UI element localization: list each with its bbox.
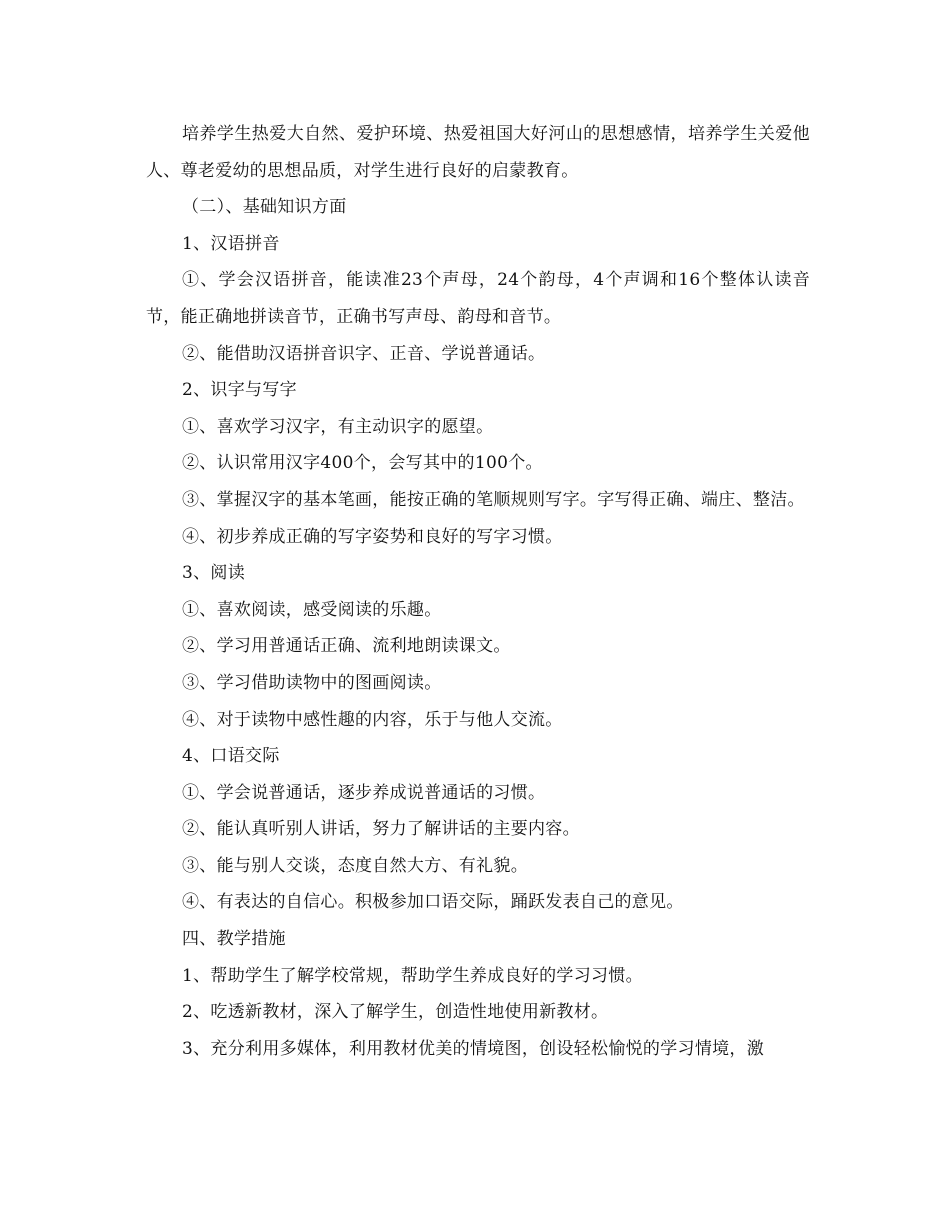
section-heading-teaching-measures: 四、教学措施	[182, 929, 286, 950]
list-item-pinyin-1: ①、学会汉语拼音，能读准23个声母，24个韵母，4个声调和16个整体认读音节，能正确地拼读音节，正确书写声母、韵母和音节。	[146, 270, 810, 327]
paragraph-moral-goals: 培养学生热爱大自然、爱护环境、热爱祖国大好河山的思想感情，培养学生关爱他人、尊老爱幼的思想品质，对学生进行良好的启蒙教育。	[146, 124, 810, 181]
subheading-pinyin: 1、汉语拼音	[182, 233, 280, 254]
list-item-measure-3: 3、充分利用多媒体，利用教材优美的情境图，创设轻松愉悦的学习情境，激	[182, 1038, 765, 1059]
list-item-literacy-2: ②、认识常用汉字400个，会写其中的100个。	[182, 453, 543, 474]
list-item-reading-2: ②、学习用普通话正确、流利地朗读课文。	[182, 636, 511, 657]
list-item-oral-3: ③、能与别人交谈，态度自然大方、有礼貌。	[182, 855, 528, 876]
list-item-oral-1: ①、学会说普通话，逐步养成说普通话的习惯。	[182, 782, 546, 803]
list-item-measure-2: 2、吃透新教材，深入了解学生，创造性地使用新教材。	[182, 1002, 609, 1023]
list-item-literacy-1: ①、喜欢学习汉字，有主动识字的愿望。	[182, 416, 494, 437]
list-item-reading-4: ④、对于读物中感性趣的内容，乐于与他人交流。	[182, 709, 563, 730]
list-item-oral-2: ②、能认真听别人讲话，努力了解讲话的主要内容。	[182, 819, 580, 840]
list-item-oral-4: ④、有表达的自信心。积极参加口语交际，踊跃发表自己的意见。	[182, 892, 684, 913]
list-item-pinyin-2: ②、能借助汉语拼音识字、正音、学说普通话。	[182, 343, 546, 364]
subheading-literacy-writing: 2、识字与写字	[182, 380, 297, 401]
subheading-reading: 3、阅读	[182, 563, 246, 584]
list-item-literacy-4: ④、初步养成正确的写字姿势和良好的写字习惯。	[182, 526, 563, 547]
list-item-reading-1: ①、喜欢阅读，感受阅读的乐趣。	[182, 599, 442, 620]
list-item-reading-3: ③、学习借助读物中的图画阅读。	[182, 672, 442, 693]
document-body	[146, 116, 810, 1067]
list-item-literacy-3: ③、掌握汉字的基本笔画，能按正确的笔顺规则写字。字写得正确、端庄、整洁。	[182, 489, 805, 510]
section-heading-basic-knowledge: （二）、基础知识方面	[182, 197, 347, 218]
list-item-measure-1: 1、帮助学生了解学校常规，帮助学生养成良好的学习习惯。	[182, 965, 643, 986]
subheading-oral-communication: 4、口语交际	[182, 746, 280, 767]
